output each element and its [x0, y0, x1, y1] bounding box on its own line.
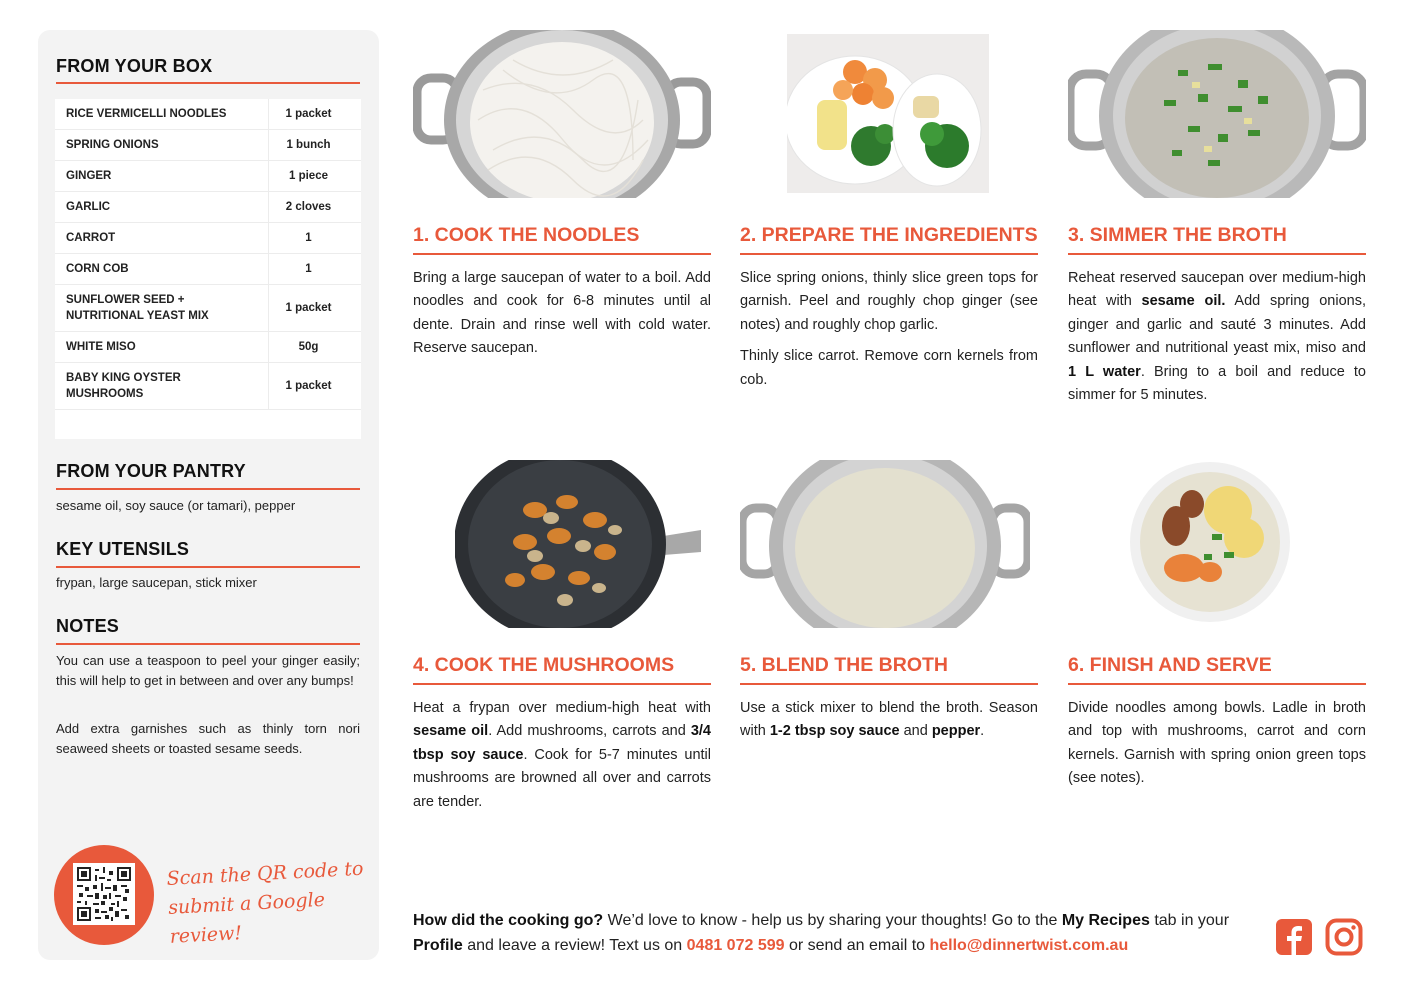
- step-3-rule: [1068, 253, 1366, 255]
- utensils-rule: [56, 566, 360, 568]
- step-4-rule: [413, 683, 711, 685]
- broth-pot-photo: [1068, 30, 1366, 198]
- step-4-body: [413, 697, 711, 814]
- footer-text-3: and leave a review! Text us on: [462, 937, 687, 954]
- step-2-rule: [740, 253, 1038, 255]
- step-2-title: 2. PREPARE THE INGREDIENTS: [740, 224, 1038, 246]
- step-5-body: [740, 697, 1038, 744]
- profile-link[interactable]: Profile: [413, 937, 463, 954]
- ingredient-qty: 1 piece: [268, 161, 348, 191]
- noodles-photo: [413, 30, 711, 198]
- sidebar: [38, 30, 379, 960]
- ingredient-qty: 2 cloves: [268, 192, 348, 222]
- step-text: Bring a large saucepan of water to a boil. Add noodles and cook for 6-8 minutes until al dente. Drain and rinse well with cold water. Reserve saucepan.: [413, 270, 711, 357]
- footer-text-1: We’d love to know - help us by sharing your thoughts! Go to the: [603, 912, 1062, 929]
- step-text: Divide noodles among bowls. Ladle in broth and top with mushrooms, carrot and corn kernels. Garnish with spring onion green tops (see notes).: [1068, 700, 1366, 787]
- mushrooms-pan-photo: [455, 460, 703, 628]
- pantry-rule: [56, 488, 360, 490]
- utensils-text: frypan, large saucepan, stick mixer: [56, 575, 257, 590]
- ingredient-name: BABY KING OYSTER MUSHROOMS: [66, 372, 181, 400]
- ingredient-qty: 1 packet: [268, 285, 348, 331]
- step-text: . Bring to a boil and reduce to simmer for 5 minutes.: [1068, 363, 1366, 404]
- ingredient-row: [55, 130, 361, 161]
- step-1-title: 1. COOK THE NOODLES: [413, 224, 640, 246]
- step-6-rule: [1068, 683, 1366, 685]
- footer-text-2: tab in your: [1149, 912, 1230, 929]
- step-1-rule: [413, 253, 711, 255]
- ingredients-table: [55, 99, 361, 439]
- footer-question: How did the cooking go?: [413, 912, 604, 929]
- qr-code-badge[interactable]: [54, 845, 154, 945]
- step-3-body: [1068, 267, 1366, 407]
- ingredient-qty: 1 packet: [268, 99, 348, 129]
- step-5-rule: [740, 683, 1038, 685]
- step-text: Reheat reserved saucepan over medium-high heat with: [1068, 270, 1366, 310]
- step-text: Slice spring onions, thinly slice green tops for garnish. Peel and roughly chop ginger (see notes) and roughly chop garlic.: [740, 270, 1038, 333]
- ingredient-name: SPRING ONIONS: [66, 139, 159, 151]
- notes-rule: [56, 643, 360, 645]
- utensils-title: KEY UTENSILS: [56, 539, 190, 559]
- step-paragraph: [1068, 267, 1366, 407]
- ingredient-qty: 1 bunch: [268, 130, 348, 160]
- step-5-title: 5. BLEND THE BROTH: [740, 654, 949, 676]
- step-3-title: 3. SIMMER THE BROTH: [1068, 224, 1287, 246]
- feedback-footer: [413, 908, 1263, 958]
- box-title: FROM YOUR BOX: [56, 56, 213, 76]
- email-link[interactable]: hello@dinnertwist.com.au: [929, 937, 1129, 954]
- ingredient-name: CARROT: [66, 232, 116, 244]
- step-paragraph: [740, 697, 1038, 744]
- step-text: . Cook for 5-7 minutes until mushrooms are browned all over and carrots are tender.: [413, 746, 711, 810]
- ingredient-row: [55, 363, 361, 410]
- step-2-body: [740, 267, 1038, 392]
- step-paragraph: [740, 345, 1038, 392]
- step-text: Thinly slice carrot. Remove corn kernels from cob.: [740, 348, 1038, 388]
- step-paragraph: [1068, 697, 1366, 791]
- qr-caption-line2: submit a Google review!: [167, 888, 326, 948]
- ingredient-qty: 1 packet: [268, 363, 348, 409]
- step-text: . Add mushrooms, carrots and: [488, 723, 691, 740]
- note-text: You can use a teaspoon to peel your ginger easily; this will help to get in between and over any bumps!: [56, 653, 360, 688]
- step-text: Add spring onions, ginger and garlic and sauté 3 minutes. Add sunflower and nutritional yeast mix, miso and: [1068, 293, 1366, 357]
- step-text: and: [899, 723, 932, 740]
- step-text: .: [980, 723, 985, 740]
- ingredient-name: SUNFLOWER SEED + NUTRITIONAL YEAST MIX: [66, 294, 209, 322]
- ingredient-row: [55, 254, 361, 285]
- step-highlight: 1-2 tbsp soy sauce: [769, 723, 900, 740]
- ingredient-row: [55, 223, 361, 254]
- notes-title: NOTES: [56, 616, 120, 636]
- step-text: Heat a frypan over medium-high heat with: [413, 700, 711, 716]
- step-highlight: pepper: [931, 723, 981, 740]
- step-1-body: [413, 267, 711, 361]
- blended-broth-photo: [740, 460, 1030, 628]
- ingredient-name: GINGER: [66, 170, 112, 182]
- step-highlight: 1 L water: [1068, 363, 1141, 380]
- ingredient-row: [55, 332, 361, 363]
- pantry-title: FROM YOUR PANTRY: [56, 461, 246, 481]
- step-highlight: sesame oil: [413, 723, 489, 740]
- phone-link[interactable]: 0481 072 599: [686, 937, 785, 954]
- step-6-body: [1068, 697, 1366, 791]
- finished-bowl-photo: [1128, 460, 1294, 628]
- note-text: Add extra garnishes such as thinly torn nori seaweed sheets or toasted sesame seeds.: [56, 721, 360, 756]
- qr-code[interactable]: [73, 863, 135, 925]
- ingredient-row: [55, 285, 361, 332]
- ingredient-row: [55, 192, 361, 223]
- qr-caption: [166, 854, 383, 952]
- box-title-rule: [56, 82, 360, 84]
- ingredient-row: [55, 161, 361, 192]
- my-recipes-link[interactable]: My Recipes: [1061, 912, 1150, 929]
- step-highlight: 3/4 tbsp soy sauce: [413, 723, 711, 763]
- ingredient-qty: 50g: [268, 332, 348, 362]
- ingredient-qty: 1: [268, 254, 348, 284]
- facebook-icon[interactable]: [1275, 918, 1313, 956]
- footer-text-4: or send an email to: [784, 937, 930, 954]
- ingredient-qty: 1: [268, 223, 348, 253]
- step-paragraph: [740, 267, 1038, 337]
- step-paragraph: [413, 697, 711, 814]
- ingredient-name: CORN COB: [66, 263, 129, 275]
- instagram-icon[interactable]: [1325, 918, 1363, 956]
- step-4-title: 4. COOK THE MUSHROOMS: [413, 654, 675, 676]
- ingredient-name: GARLIC: [66, 201, 111, 213]
- step-highlight: sesame oil.: [1141, 293, 1226, 310]
- qr-caption-line1: Scan the QR code to: [166, 857, 364, 890]
- step-text: Use a stick mixer to blend the broth. Season with: [740, 700, 1038, 740]
- ingredient-name: RICE VERMICELLI NOODLES: [66, 108, 227, 120]
- pantry-text: sesame oil, soy sauce (or tamari), pepper: [56, 498, 296, 513]
- step-6-title: 6. FINISH AND SERVE: [1068, 654, 1272, 676]
- step-paragraph: [413, 267, 711, 361]
- ingredient-row: [55, 99, 361, 130]
- ingredients-photo: [787, 34, 989, 193]
- ingredient-name: WHITE MISO: [66, 341, 136, 353]
